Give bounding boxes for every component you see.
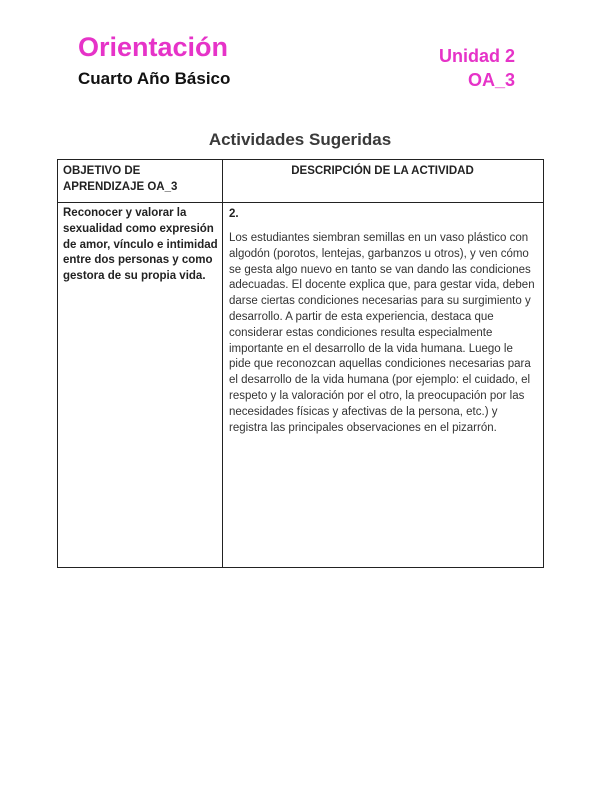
objective-column-header: OBJETIVO DE APRENDIZAJE OA_3: [63, 165, 178, 193]
table-column-divider: [222, 160, 223, 567]
section-title: Actividades Sugeridas: [208, 130, 392, 149]
objective-cell: Reconocer y valorar la sexualidad como expresión de amor, vínculo e intimidad entre dos personas y como gestora de su propia vida.: [63, 207, 218, 283]
table-row-divider: [58, 202, 543, 203]
grade-subtitle: Cuarto Año Básico: [78, 69, 231, 88]
description-column-header: DESCRIPCIÓN DE LA ACTIVIDAD: [291, 165, 474, 177]
oa-code-label: OA_3: [467, 70, 515, 90]
activity-description: Los estudiantes siembran semillas en un vaso plástico con algodón (porotos, lentejas, garbanzos u otros), y ven cómo se gesta algo nuevo en tanto se van dando las condiciones adecuadas. El docente explica que, para gestar vida, deben darse ciertas condiciones necesarias para su surgimiento y desarrollo. A partir de esta experiencia, destaca que considerar estas condiciones resulta especialmente importante en el desarrollo de la vida humana. Luego le pide que reconozcan aquellas condiciones necesarias para el desarrollo de la vida humana (por ejemplo: el cuidado, el respeto y la valoración por el otro, la preocupación por las necesidades físicas y afectivas de la persona, etc.) y registra las principales observaciones en el pizarrón.: [229, 232, 535, 434]
activity-table: [57, 159, 544, 568]
activity-number: 2.: [229, 208, 239, 220]
unit-label: Unidad 2: [438, 46, 515, 66]
subject-title: Orientación: [78, 32, 229, 62]
